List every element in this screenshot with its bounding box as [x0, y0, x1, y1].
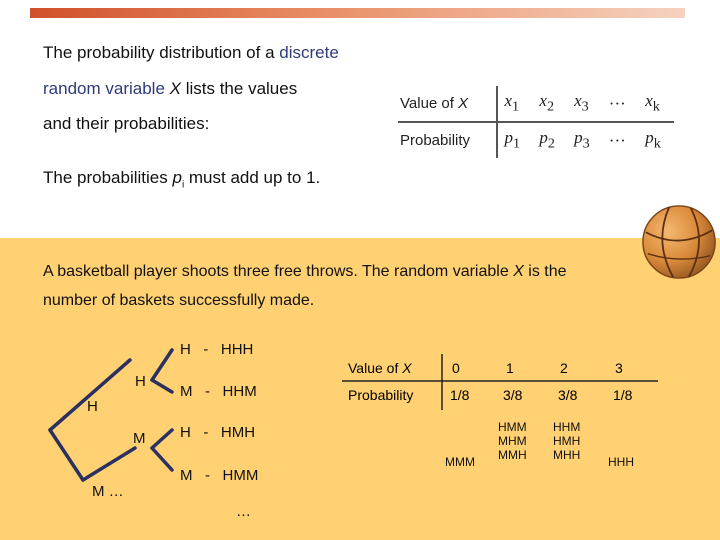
outcomes-x2 — [553, 420, 580, 462]
outcome-hhm: HHM — [553, 420, 581, 434]
distribution-table-prob-header: Probability — [398, 122, 497, 158]
outcome-mhh: MHH — [553, 448, 581, 462]
sum-rule-post: must add up to 1. — [184, 168, 321, 187]
outcome-hhh: HHH — [608, 455, 634, 469]
dist-cell-p3-sub: 3 — [582, 135, 590, 152]
dist-cell-x1-sub: 1 — [512, 98, 520, 115]
example-value-1: 1 — [506, 360, 514, 376]
dist-cell-pk-sub: k — [653, 135, 661, 152]
random-variable-term: random variable — [43, 79, 165, 98]
branch-mm — [152, 448, 172, 470]
dist-cell-x1-var: x — [504, 91, 512, 111]
example-prob-2: 3/8 — [558, 387, 578, 403]
dist-dots-1: ··· — [608, 93, 626, 113]
value-header-var: X — [458, 95, 469, 112]
dist-cell-p1-sub: 1 — [512, 135, 521, 152]
leaf-2-throw: M — [180, 383, 193, 400]
discrete-term: discrete — [279, 43, 339, 62]
dist-cell-p1-var: p — [504, 128, 513, 148]
outcomes-x1 — [498, 420, 527, 462]
tree-bottom-root: M … — [92, 483, 124, 500]
example-prob-header: Probability — [348, 387, 414, 403]
dist-cell-x3-sub: 3 — [581, 98, 589, 115]
outcome-mmm: MMM — [445, 455, 475, 469]
example-value-header — [348, 360, 412, 376]
example-prob-0: 1/8 — [450, 387, 470, 403]
outcome-hmm: HMM — [498, 420, 527, 434]
variable-x: X — [169, 79, 181, 98]
sum-rule-var: p — [172, 168, 182, 187]
branch-hm — [152, 380, 172, 392]
leaf-1-throw: H — [180, 341, 191, 358]
tree-level2-m: M — [133, 430, 146, 447]
leaf-4-throw: M — [180, 467, 193, 484]
dist-cell-x2-var: x — [539, 91, 547, 111]
example-var-x: X — [513, 263, 524, 280]
leaf-4-outcome: HMM — [222, 467, 259, 484]
intro-line-2-text: lists the values — [180, 79, 298, 98]
dist-cell-p2-sub: 2 — [547, 135, 555, 152]
example-value-header-text: Value of — [348, 360, 403, 376]
leaf-4-dash: - — [205, 467, 211, 484]
example-value-0: 0 — [452, 360, 460, 376]
value-header-text: Value of — [400, 95, 459, 112]
example-line-2: number of baskets successfully made. — [43, 292, 315, 309]
leaf-2-outcome: HHM — [222, 383, 257, 400]
example-value-3: 3 — [615, 360, 623, 376]
branch-mh — [152, 430, 172, 448]
dist-cell-p3-var: p — [574, 128, 583, 148]
leaf-3-outcome: HMH — [220, 424, 256, 441]
example-line-1-post: is the — [523, 263, 567, 280]
leaf-3-dash: - — [203, 424, 209, 441]
tree-level2-h: H — [135, 373, 146, 390]
example-prob-3: 1/8 — [613, 387, 633, 403]
outcomes-x3 — [608, 455, 634, 469]
example-prob-1: 3/8 — [503, 387, 523, 403]
branch-bottom-left — [50, 430, 83, 480]
branch-hh — [152, 350, 172, 380]
tree-leaf-3 — [180, 424, 255, 441]
dist-cell-xk-var: x — [645, 91, 653, 111]
dist-cell-pk-var: p — [645, 128, 654, 148]
dist-dots-2: ··· — [608, 130, 626, 150]
example-value-2: 2 — [560, 360, 568, 376]
tree-root-label: H — [87, 398, 98, 415]
intro-line-1-text: The probability distribution of a — [43, 43, 280, 62]
tree-leaf-4 — [180, 467, 258, 484]
sum-rule-pre: The probabilities — [43, 168, 173, 187]
dist-cell-x2-sub: 2 — [546, 98, 555, 115]
outcome-hmh: HMH — [553, 434, 581, 448]
outcome-mhm: MHM — [498, 434, 527, 448]
leaf-1-outcome: HHH — [220, 341, 254, 358]
dist-cell-xk-sub: k — [652, 98, 660, 115]
outcome-mmh: MMH — [498, 448, 527, 462]
dist-cell-p2-var: p — [539, 128, 548, 148]
tree-leaf-2 — [180, 383, 257, 400]
sum-rule-sub: i — [181, 179, 185, 191]
example-value-header-var: X — [402, 360, 412, 376]
intro-line-3: and their probabilities: — [43, 114, 210, 133]
leaf-2-dash: - — [205, 383, 211, 400]
tree-ellipsis: … — [236, 503, 251, 520]
tree-leaf-1 — [180, 341, 253, 358]
example-line-1-pre: A basketball player shoots three free throws. The random variable — [43, 263, 514, 280]
dist-cell-x3-var: x — [574, 91, 582, 111]
outcomes-x0 — [445, 455, 475, 469]
branch-bottom-right — [83, 448, 135, 480]
leaf-3-throw: H — [180, 424, 191, 441]
branch-root-h — [50, 360, 130, 430]
leaf-1-dash: - — [203, 341, 209, 358]
